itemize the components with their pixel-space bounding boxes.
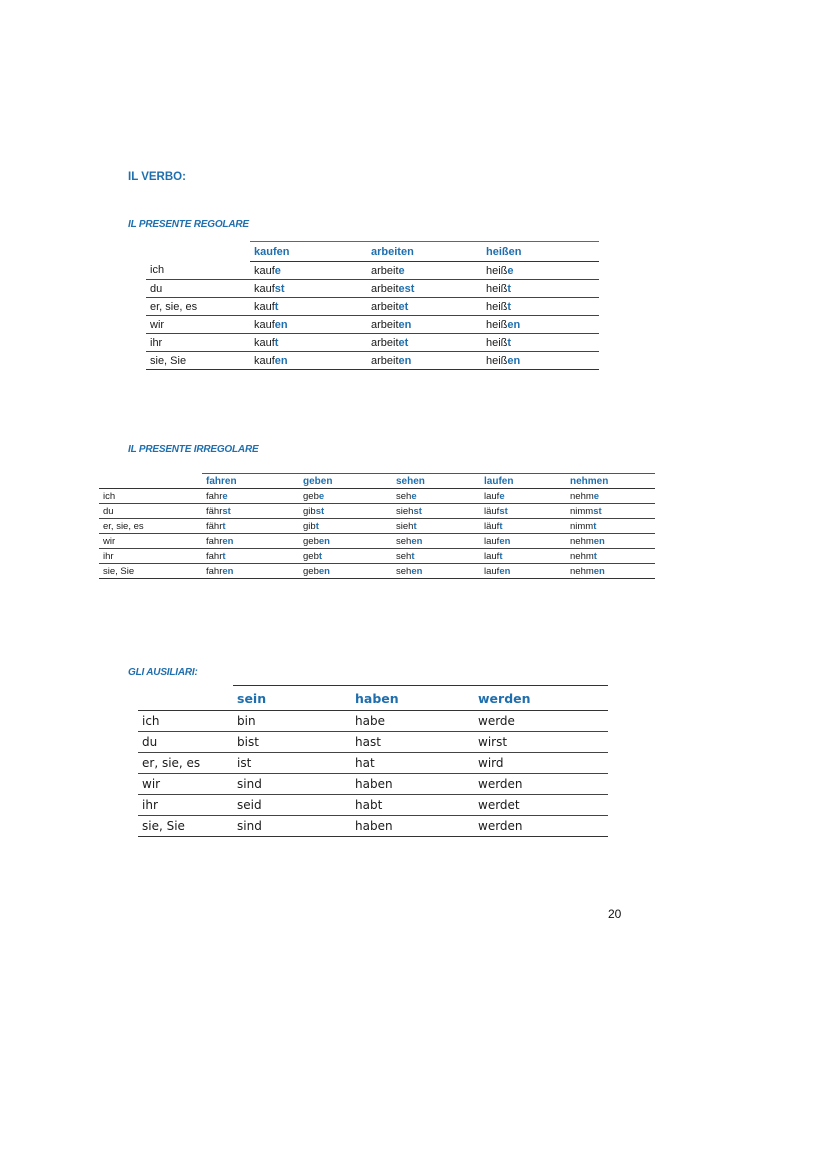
- verb-ending: t: [222, 550, 226, 562]
- section-heading-auxiliary: GLI AUSILIARI:: [128, 667, 198, 678]
- verb-stem: heiß: [486, 336, 508, 349]
- verb-form-cell: [250, 352, 367, 370]
- pronoun-cell: du: [138, 732, 233, 753]
- verb-ending: et: [398, 336, 409, 349]
- verb-ending: en: [398, 318, 412, 331]
- verb-form-cell: [392, 504, 480, 519]
- verb-stem: kauf: [254, 282, 275, 295]
- verb-ending: t: [222, 520, 226, 532]
- verb-form-cell: [299, 564, 392, 579]
- verb-form-cell: werden: [474, 816, 608, 837]
- verb-stem: fahr: [206, 490, 223, 502]
- irregular-present-table: [99, 473, 655, 579]
- verb-stem: geb: [303, 565, 319, 577]
- verb-form-cell: [566, 534, 655, 549]
- table-row: [138, 774, 608, 795]
- verb-form-cell: [392, 549, 480, 564]
- pronoun-cell: ich: [99, 489, 202, 504]
- verb-ending: st: [274, 282, 285, 295]
- column-header: heißen: [482, 242, 599, 262]
- verb-ending: e: [222, 490, 228, 502]
- verb-form-cell: [250, 280, 367, 298]
- pronoun-cell: wir: [146, 316, 250, 334]
- verb-stem: seh: [396, 490, 412, 502]
- verb-form-cell: [392, 534, 480, 549]
- verb-form-cell: [566, 564, 655, 579]
- verb-ending: t: [318, 550, 323, 562]
- verb-ending: t: [507, 336, 512, 349]
- verb-form-cell: [482, 298, 599, 316]
- pronoun-cell: er, sie, es: [99, 519, 202, 534]
- verb-ending: e: [507, 264, 514, 277]
- table-row: [99, 534, 655, 549]
- verb-form-cell: [367, 316, 482, 334]
- verb-ending: en: [411, 535, 423, 547]
- verb-ending: t: [315, 520, 319, 532]
- page-title: IL VERBO:: [128, 171, 186, 183]
- section-heading-regular: IL PRESENTE REGOLARE: [128, 219, 249, 230]
- verb-form-cell: ist: [233, 753, 351, 774]
- pronoun-cell: wir: [138, 774, 233, 795]
- verb-form-cell: [250, 316, 367, 334]
- regular-present-table: [146, 241, 599, 370]
- verb-form-cell: seid: [233, 795, 351, 816]
- verb-form-cell: werde: [474, 711, 608, 732]
- column-header: geben: [299, 474, 392, 489]
- verb-form-cell: [202, 534, 299, 549]
- table-row: [138, 711, 608, 732]
- verb-stem: heiß: [486, 318, 508, 331]
- verb-form-cell: [299, 549, 392, 564]
- table-row: [146, 334, 599, 352]
- verb-ending: en: [499, 535, 511, 547]
- pronoun-cell: ihr: [138, 795, 233, 816]
- verb-form-cell: bist: [233, 732, 351, 753]
- verb-form-cell: haben: [351, 774, 474, 795]
- verb-form-cell: [482, 334, 599, 352]
- verb-form-cell: [367, 262, 482, 280]
- verb-stem: arbeit: [371, 300, 399, 313]
- verb-ending: st: [315, 505, 325, 517]
- verb-form-cell: [566, 489, 655, 504]
- verb-stem: kauf: [254, 264, 275, 277]
- verb-form-cell: [392, 519, 480, 534]
- verb-stem: nimm: [570, 505, 594, 517]
- pronoun-cell: ihr: [99, 549, 202, 564]
- verb-form-cell: [482, 352, 599, 370]
- verb-stem: gib: [303, 505, 316, 517]
- verb-form-cell: [299, 504, 392, 519]
- pronoun-cell: sie, Sie: [99, 564, 202, 579]
- table-row: [146, 280, 599, 298]
- verb-form-cell: [480, 504, 566, 519]
- verb-form-cell: [299, 534, 392, 549]
- verb-stem: geb: [303, 535, 319, 547]
- verb-form-cell: [480, 489, 566, 504]
- verb-ending: en: [318, 565, 330, 577]
- verb-ending: en: [222, 565, 234, 577]
- verb-ending: t: [274, 300, 279, 313]
- verb-ending: en: [274, 354, 288, 367]
- verb-form-cell: wird: [474, 753, 608, 774]
- verb-ending: st: [222, 505, 231, 517]
- verb-form-cell: [299, 489, 392, 504]
- verb-ending: e: [411, 490, 417, 502]
- column-header: fahren: [202, 474, 299, 489]
- verb-ending: en: [507, 318, 521, 331]
- verb-stem: arbeit: [371, 264, 399, 277]
- verb-ending: e: [274, 264, 281, 277]
- verb-stem: heiß: [486, 354, 508, 367]
- verb-form-cell: [202, 504, 299, 519]
- verb-stem: geb: [303, 550, 319, 562]
- verb-form-cell: [250, 334, 367, 352]
- verb-ending: st: [499, 505, 508, 517]
- verb-form-cell: werden: [474, 774, 608, 795]
- verb-ending: e: [593, 490, 600, 502]
- verb-stem: kauf: [254, 300, 275, 313]
- table-row: [99, 519, 655, 534]
- verb-stem: fähr: [206, 520, 223, 532]
- verb-stem: läuf: [484, 505, 500, 517]
- verb-ending: e: [398, 264, 405, 277]
- table-row: [99, 504, 655, 519]
- verb-stem: sieh: [396, 505, 414, 517]
- verb-ending: t: [411, 550, 415, 562]
- column-header: sehen: [392, 474, 480, 489]
- verb-stem: lauf: [484, 490, 500, 502]
- pronoun-cell: er, sie, es: [138, 753, 233, 774]
- verb-form-cell: sind: [233, 816, 351, 837]
- column-header: laufen: [480, 474, 566, 489]
- verb-stem: geb: [303, 490, 319, 502]
- verb-form-cell: habt: [351, 795, 474, 816]
- pronoun-cell: sie, Sie: [146, 352, 250, 370]
- table-row: [138, 753, 608, 774]
- verb-stem: fahr: [206, 535, 223, 547]
- verb-stem: kauf: [254, 354, 275, 367]
- verb-stem: lauf: [484, 535, 500, 547]
- table-corner: [99, 474, 202, 489]
- verb-form-cell: [566, 519, 655, 534]
- pronoun-cell: ich: [146, 262, 250, 280]
- verb-stem: nimm: [570, 520, 594, 532]
- pronoun-cell: ihr: [146, 334, 250, 352]
- verb-form-cell: [480, 549, 566, 564]
- verb-ending: et: [398, 300, 409, 313]
- verb-stem: arbeit: [371, 282, 399, 295]
- column-header: haben: [351, 686, 474, 711]
- verb-form-cell: [392, 489, 480, 504]
- verb-stem: arbeit: [371, 336, 399, 349]
- column-header: nehmen: [566, 474, 655, 489]
- verb-ending: en: [411, 565, 423, 577]
- verb-ending: en: [222, 535, 234, 547]
- verb-stem: fähr: [206, 505, 223, 517]
- verb-stem: kauf: [254, 336, 275, 349]
- verb-stem: arbeit: [371, 354, 399, 367]
- verb-form-cell: [367, 280, 482, 298]
- verb-form-cell: [202, 519, 299, 534]
- verb-stem: heiß: [486, 282, 508, 295]
- verb-stem: arbeit: [371, 318, 399, 331]
- verb-ending: en: [499, 565, 511, 577]
- table-row: [99, 564, 655, 579]
- verb-form-cell: [392, 564, 480, 579]
- verb-stem: nehm: [570, 565, 594, 577]
- verb-stem: gib: [303, 520, 316, 532]
- table-row: [146, 352, 599, 370]
- verb-ending: en: [593, 535, 605, 547]
- pronoun-cell: er, sie, es: [146, 298, 250, 316]
- verb-ending: st: [413, 505, 422, 517]
- verb-form-cell: wirst: [474, 732, 608, 753]
- verb-form-cell: bin: [233, 711, 351, 732]
- verb-form-cell: hast: [351, 732, 474, 753]
- column-header: kaufen: [250, 242, 367, 262]
- page-number: 20: [608, 907, 622, 921]
- verb-form-cell: [250, 298, 367, 316]
- verb-ending: en: [507, 354, 521, 367]
- verb-stem: nehm: [570, 535, 594, 547]
- verb-form-cell: [202, 549, 299, 564]
- verb-form-cell: [482, 280, 599, 298]
- table-row: [146, 316, 599, 334]
- table-row: [146, 298, 599, 316]
- verb-form-cell: [566, 504, 655, 519]
- verb-stem: seh: [396, 550, 412, 562]
- verb-form-cell: [480, 564, 566, 579]
- verb-form-cell: habe: [351, 711, 474, 732]
- pronoun-cell: du: [99, 504, 202, 519]
- table-row: [138, 795, 608, 816]
- verb-stem: lauf: [484, 565, 500, 577]
- column-header: sein: [233, 686, 351, 711]
- pronoun-cell: sie, Sie: [138, 816, 233, 837]
- pronoun-cell: wir: [99, 534, 202, 549]
- verb-ending: est: [398, 282, 415, 295]
- verb-form-cell: werdet: [474, 795, 608, 816]
- verb-ending: st: [593, 505, 602, 517]
- verb-ending: t: [593, 550, 597, 562]
- table-row: [138, 732, 608, 753]
- section-heading-irregular: IL PRESENTE IRREGOLARE: [128, 444, 259, 455]
- verb-form-cell: [202, 564, 299, 579]
- verb-form-cell: [480, 519, 566, 534]
- verb-form-cell: [482, 262, 599, 280]
- verb-form-cell: [566, 549, 655, 564]
- column-header: arbeiten: [367, 242, 482, 262]
- verb-form-cell: hat: [351, 753, 474, 774]
- verb-stem: läuf: [484, 520, 500, 532]
- verb-stem: seh: [396, 535, 412, 547]
- verb-form-cell: [367, 334, 482, 352]
- verb-ending: t: [507, 282, 512, 295]
- verb-stem: lauf: [484, 550, 500, 562]
- verb-ending: t: [507, 300, 512, 313]
- verb-ending: t: [499, 550, 503, 562]
- table-row: [99, 549, 655, 564]
- verb-ending: e: [499, 490, 505, 502]
- table-row: [146, 262, 599, 280]
- verb-stem: seh: [396, 565, 412, 577]
- verb-form-cell: haben: [351, 816, 474, 837]
- verb-stem: sieh: [396, 520, 414, 532]
- verb-ending: t: [593, 520, 597, 532]
- verb-ending: t: [499, 520, 503, 532]
- verb-stem: fahr: [206, 565, 223, 577]
- verb-ending: t: [413, 520, 417, 532]
- verb-form-cell: [250, 262, 367, 280]
- table-row: [138, 816, 608, 837]
- auxiliary-table: [138, 685, 608, 837]
- table-corner: [146, 242, 250, 262]
- verb-form-cell: [299, 519, 392, 534]
- verb-stem: heiß: [486, 300, 508, 313]
- verb-form-cell: [367, 352, 482, 370]
- column-header: werden: [474, 686, 608, 711]
- verb-stem: kauf: [254, 318, 275, 331]
- verb-ending: t: [274, 336, 279, 349]
- verb-form-cell: [367, 298, 482, 316]
- verb-ending: en: [274, 318, 288, 331]
- verb-form-cell: [202, 489, 299, 504]
- verb-stem: nehm: [570, 550, 594, 562]
- verb-ending: e: [318, 490, 325, 502]
- table-corner: [138, 686, 233, 711]
- verb-form-cell: [480, 534, 566, 549]
- verb-ending: en: [398, 354, 412, 367]
- verb-stem: heiß: [486, 264, 508, 277]
- verb-stem: fahr: [206, 550, 223, 562]
- pronoun-cell: ich: [138, 711, 233, 732]
- table-row: [99, 489, 655, 504]
- verb-ending: en: [593, 565, 605, 577]
- pronoun-cell: du: [146, 280, 250, 298]
- verb-stem: nehm: [570, 490, 594, 502]
- verb-form-cell: sind: [233, 774, 351, 795]
- verb-form-cell: [482, 316, 599, 334]
- verb-ending: en: [318, 535, 330, 547]
